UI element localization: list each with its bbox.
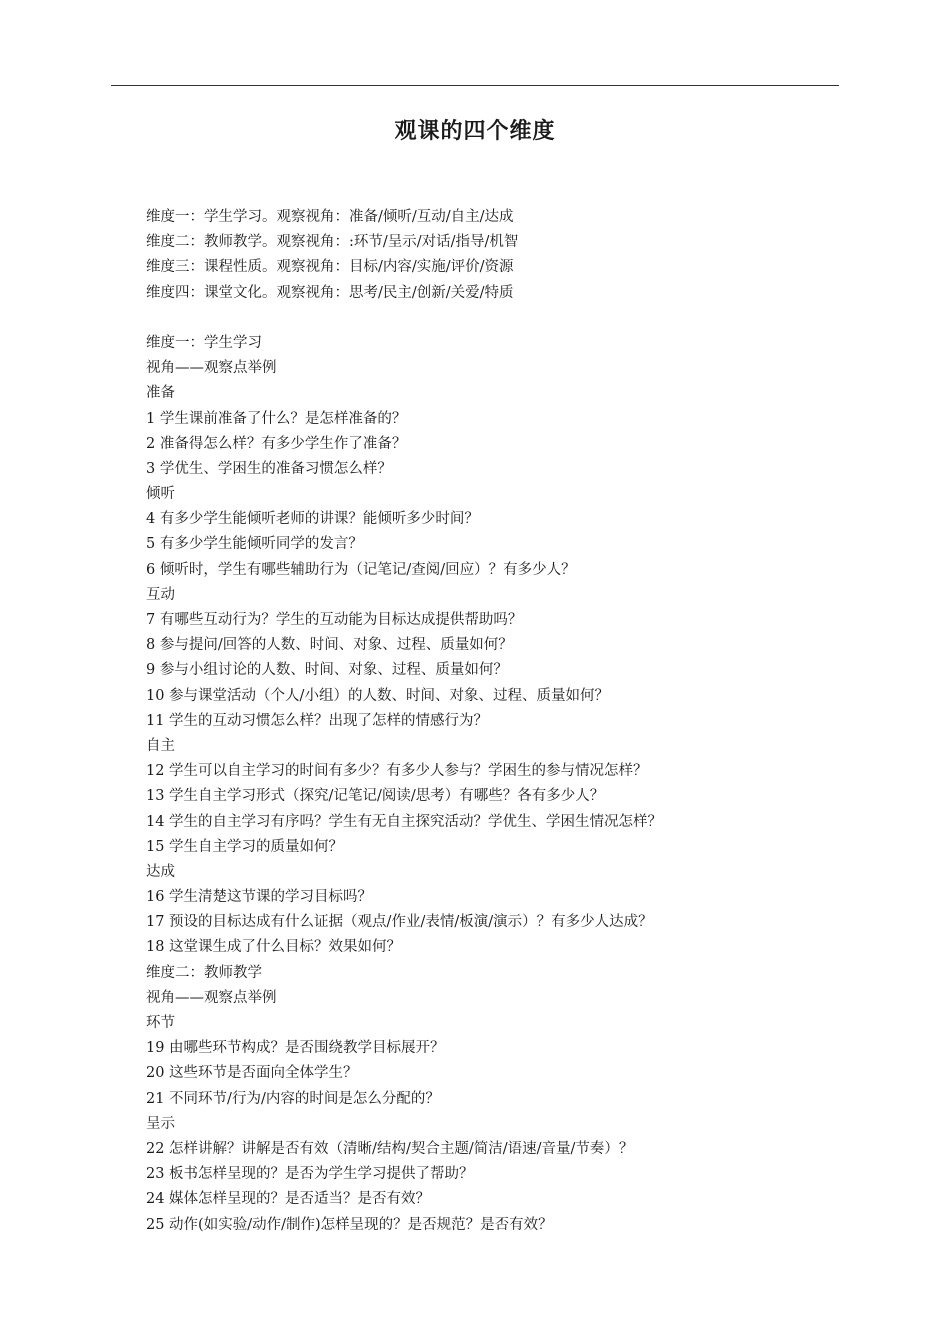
category-label: 达成	[146, 863, 175, 880]
question-item: 2 准备得怎么样？有多少学生作了准备？	[146, 435, 407, 452]
question-item: 10 参与课堂活动（个人/小组）的人数、时间、对象、过程、质量如何？	[146, 687, 609, 704]
summary-line: 维度三：课程性质。观察视角：目标/内容/实施/评价/资源	[146, 259, 514, 276]
category-label: 环节	[146, 1015, 175, 1031]
summary-line: 维度二：教师教学。观察视角：:环节/呈示/对话/指导/机智	[146, 234, 519, 251]
subheading: 视角——观察点举例	[146, 989, 277, 1006]
question-item: 12 学生可以自主学习的时间有多少？有多少人参与？学困生的参与情况怎样？	[146, 763, 648, 780]
question-item: 6 倾听时，学生有哪些辅助行为（记笔记/查阅/回应）？有多少人？	[146, 561, 576, 578]
category-label: 准备	[146, 385, 175, 402]
question-item: 21 不同环节/行为/内容的时间是怎么分配的？	[146, 1090, 440, 1107]
question-item: 24 媒体怎样呈现的？是否适当？是否有效？	[146, 1191, 431, 1208]
question-item: 25 动作(如实验/动作/制作)怎样呈现的？是否规范？是否有效？	[146, 1216, 553, 1233]
document-title: 观课的四个维度	[394, 118, 556, 144]
question-item: 18 这堂课生成了什么目标？效果如何？	[146, 939, 402, 956]
category-label: 自主	[146, 737, 175, 754]
question-item: 7 有哪些互动行为？学生的互动能为目标达成提供帮助吗？	[146, 612, 523, 628]
document-body	[146, 205, 846, 1238]
section-heading: 维度一：学生学习	[146, 334, 262, 351]
question-item: 17 预设的目标达成有什么证据（观点/作业/表情/板演/演示）？有多少人达成？	[146, 914, 653, 931]
summary-line: 维度四：课堂文化。观察视角：思考/民主/创新/关爱/特质	[146, 284, 514, 301]
category-label: 呈示	[146, 1115, 175, 1132]
question-item: 19 由哪些环节构成？是否围绕教学目标展开？	[146, 1040, 445, 1057]
question-item: 4 有多少学生能倾听老师的讲课？能倾听多少时间？	[146, 511, 479, 528]
question-item: 23 板书怎样呈现的？是否为学生学习提供了帮助？	[146, 1166, 474, 1183]
question-item: 15 学生自主学习的质量如何？	[146, 838, 344, 855]
category-label: 互动	[146, 586, 175, 603]
header-rule	[111, 85, 839, 86]
question-item: 5 有多少学生能倾听同学的发言？	[146, 536, 363, 553]
question-item: 14 学生的自主学习有序吗？学生有无自主探究活动？学优生、学困生情况怎样？	[146, 813, 663, 830]
question-item: 9 参与小组讨论的人数、时间、对象、过程、质量如何？	[146, 662, 508, 679]
subheading: 视角——观察点举例	[146, 360, 277, 377]
section-heading: 维度二：教师教学	[146, 964, 262, 981]
question-item: 20 这些环节是否面向全体学生？	[146, 1065, 358, 1082]
question-item: 22 怎样讲解？讲解是否有效（清晰/结构/契合主题/简洁/语速/音量/节奏）？	[146, 1140, 634, 1157]
question-item: 1 学生课前准备了什么？是怎样准备的？	[146, 410, 407, 427]
question-item: 13 学生自主学习形式（探究/记笔记/阅读/思考）有哪些？各有多少人？	[146, 788, 605, 805]
question-item: 8 参与提问/回答的人数、时间、对象、过程、质量如何？	[146, 637, 513, 654]
blank-line	[146, 306, 846, 331]
category-label: 倾听	[146, 486, 175, 503]
question-item: 16 学生清楚这节课的学习目标吗？	[146, 889, 373, 906]
question-item: 3 学优生、学困生的准备习惯怎么样？	[146, 460, 392, 477]
summary-line: 维度一：学生学习。观察视角：准备/倾听/互动/自主/达成	[146, 209, 514, 225]
question-item: 11 学生的互动习惯怎么样？出现了怎样的情感行为？	[146, 712, 489, 729]
